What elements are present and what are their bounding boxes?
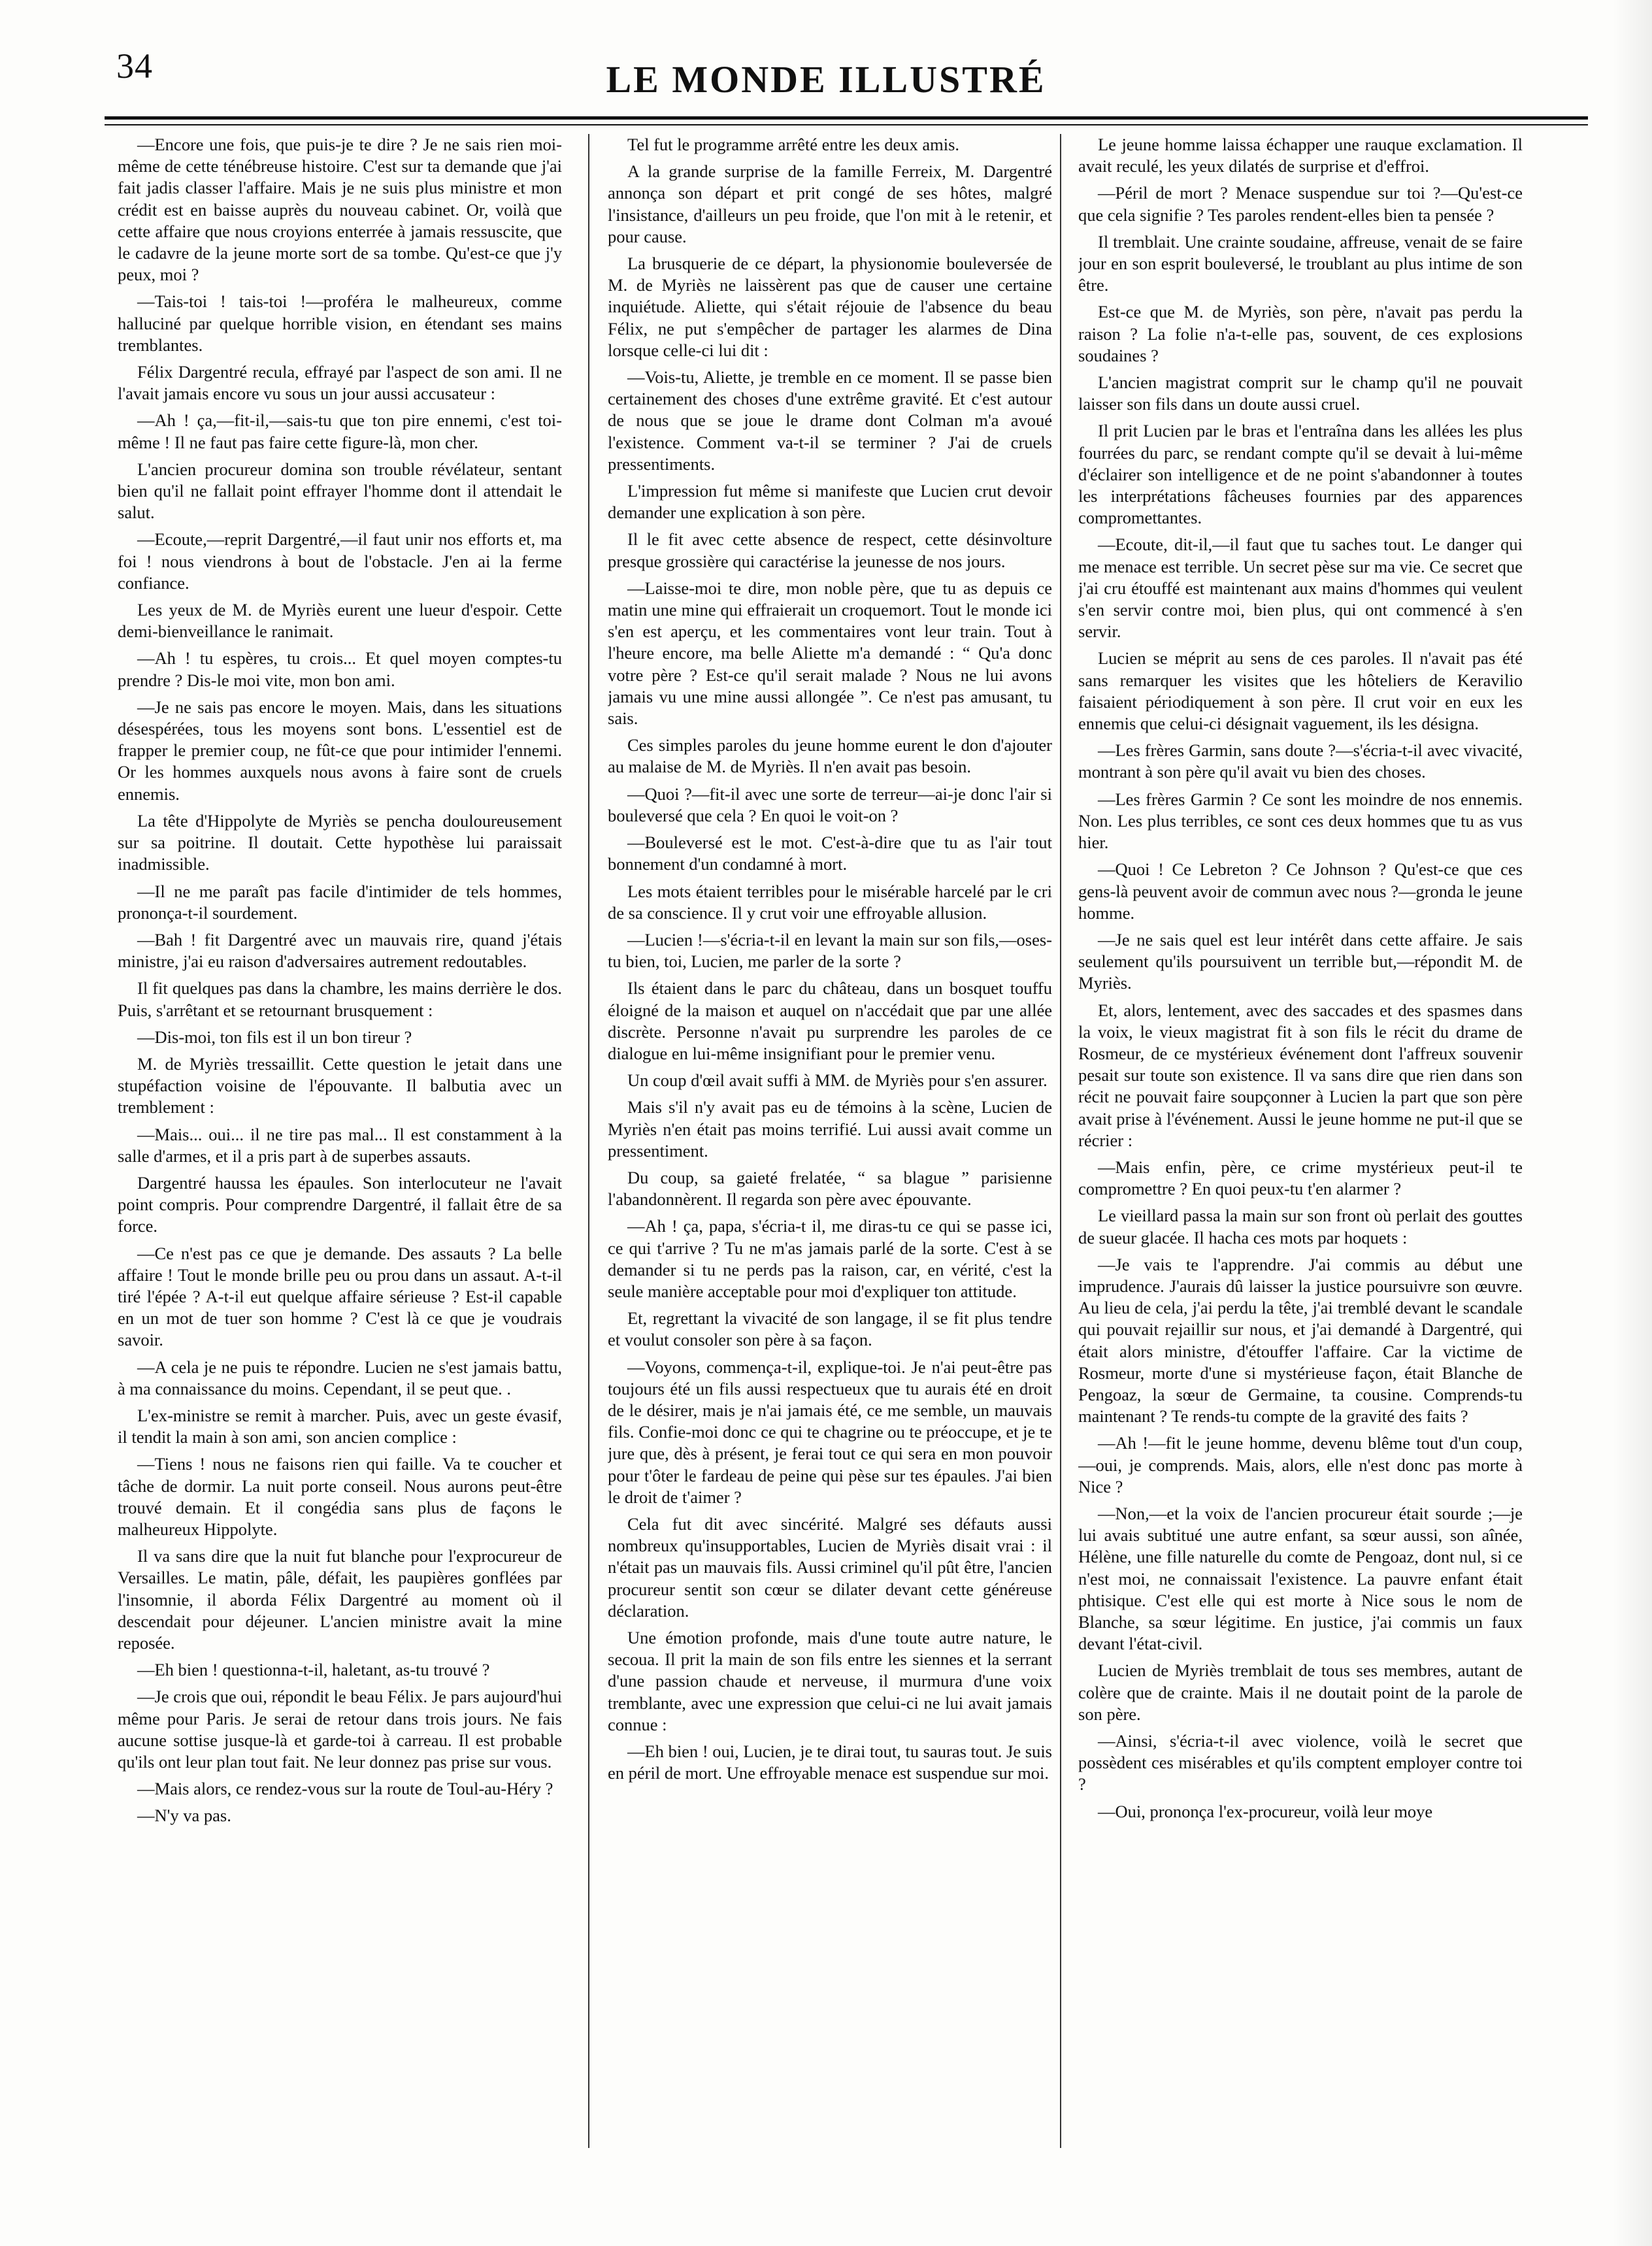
paragraph: Félix Dargentré recula, effrayé par l'aspect de son ami. Il ne l'avait jamais encore vu sous un jour aussi accusateur :	[118, 362, 562, 404]
paragraph: —Tiens ! nous ne faisons rien qui faille. Va te coucher et tâche de dormir. La nuit porte conseil. Nous aurons peut-être trouvé demain. Et il congédia sans plus de façons le malheureux Hippolyte.	[118, 1454, 562, 1539]
paragraph: A la grande surprise de la famille Ferreix, M. Dargentré annonça son départ et prit congé de ses hôtes, malgré l'insistance, d'ailleurs un peu froide, que l'on mit à le retenir, et pour cause.	[608, 161, 1052, 246]
paragraph: L'ancien magistrat comprit sur le champ qu'il ne pouvait laisser son fils dans un doute aussi cruel.	[1078, 372, 1523, 414]
paragraph: —Les frères Garmin ? Ce sont les moindre de nos ennemis. Non. Les plus terribles, ce sont ces deux hommes que tu as vus hier.	[1078, 789, 1523, 853]
masthead-title: LE MONDE ILLUSTRÉ	[606, 58, 1046, 101]
paragraph: Et, alors, lentement, avec des saccades et des spasmes dans la voix, le vieux magistrat fit à son fils le récit du drame de Rosmeur, de ce mystérieux événement dont l'affreux souvenir pesait sur toute son existence. Il va sans dire que rien dans son récit ne pouvait faire soupçonner à Lucien la part que son père avait prise à l'événement. Aussi le jeune homme ne put-il que se récrier :	[1078, 1000, 1523, 1150]
paragraph: Il fit quelques pas dans la chambre, les mains derrière le dos. Puis, s'arrêtant et se retournant brusquement :	[118, 978, 562, 1020]
paragraph: —Je vais te l'apprendre. J'ai commis au début une imprudence. J'aurais dû laisser la justice poursuivre son œuvre. Au lieu de cela, j'ai perdu la tête, j'ai tremblé devant le scandale qui pouvait rejaillir sur nous, et j'ai demandé à Dargentré, qui était alors ministre, d'étouffer l'affaire. Car la victime de Rosmeur, morte d'une si mystérieuse façon, était Blanche de Pengoaz, la sœur de Germaine, ta cousine. Comprends-tu maintenant ? Te rends-tu compte de la gravité des faits ?	[1078, 1254, 1523, 1427]
paragraph: —Eh bien ! questionna-t-il, haletant, as-tu trouvé ?	[137, 1660, 490, 1680]
paragraph: —Je ne sais pas encore le moyen. Mais, dans les situations désespérées, tous les moyens sont bons. L'essentiel est de frapper le premier coup, ne fût-ce que pour intimider l'ennemi. Or les hommes auxquels nous avons à faire sont de cruels ennemis.	[118, 697, 562, 804]
paragraph: Les mots étaient terribles pour le misérable harcelé par le cri de sa conscience. Il y crut voir une effroyable allusion.	[608, 881, 1052, 923]
paragraph: Lucien de Myriès tremblait de tous ses membres, autant de colère que de crainte. Mais il ne doutait point de la parole de son père.	[1078, 1660, 1523, 1724]
paragraph: Les yeux de M. de Myriès eurent une lueur d'espoir. Cette demi-bienveillance le ranimait.	[118, 600, 562, 642]
paragraph: Il prit Lucien par le bras et l'entraîna dans les allées les plus fourrées du parc, se rendant compte qu'il se devait à lui-même d'éclairer son intelligence et de ne point s'abandonner à toutes les interprétations fâcheuses fournies par des apparences compromettantes.	[1078, 421, 1523, 528]
text-column-2	[608, 134, 1052, 2213]
paragraph: —Oui, prononça l'ex-procureur, voilà leur moye	[1098, 1801, 1433, 1821]
paragraph: Une émotion profonde, mais d'une toute autre nature, le secoua. Il prit la main de son fils entre les siennes et la serrant d'une passion chaude et nerveuse, il murmura d'une voix tremblante, avec une expression que celui-ci ne lui avait jamais connue :	[608, 1628, 1052, 1734]
paragraph: Il tremblait. Une crainte soudaine, affreuse, venait de se faire jour en son esprit bouleversé, le troublant au plus intime de son être.	[1078, 231, 1523, 295]
paragraph: —Ah ! ça, papa, s'écria-t il, me diras-tu ce qui se passe ici, ce qui t'arrive ? Tu ne m'as jamais parlé de la sorte. C'est à se demander si tu ne perds pas la raison, car, en vérité, c'est la seule manière acceptable pour moi d'expliquer ton attitude.	[608, 1216, 1052, 1301]
paragraph: Un coup d'œil avait suffi à MM. de Myriès pour s'en assurer.	[627, 1070, 1048, 1091]
paragraph: Le vieillard passa la main sur son front où perlait des gouttes de sueur glacée. Il hacha ces mots par hoquets :	[1078, 1206, 1523, 1247]
paragraph: —Ah !—fit le jeune homme, devenu blême tout d'un coup,—oui, je comprends. Mais, alors, elle n'est donc pas morte à Nice ?	[1078, 1433, 1523, 1496]
paragraph: —N'y va pas.	[137, 1806, 231, 1826]
paragraph: —Dis-moi, ton fils est il un bon tireur ?	[137, 1027, 412, 1047]
paragraph: La brusquerie de ce départ, la physionomie bouleversée de M. de Myriès ne laissèrent pas que de causer une certaine inquiétude. Aliette, qui s'était réjouie de l'absence du beau Félix, ne put s'empêcher de partager les alarmes de Dina lorsque celle-ci lui dit :	[608, 254, 1052, 360]
paragraph: Mais s'il n'y avait pas eu de témoins à la scène, Lucien de Myriès n'en était pas moins terrifié. Lui aussi avait comme un pressentiment.	[608, 1097, 1052, 1161]
paragraph: —Ainsi, s'écria-t-il avec violence, voilà le secret que possèdent ces misérables et qu'ils comptent employer contre toi ?	[1078, 1731, 1523, 1794]
paragraph: —Mais... oui... il ne tire pas mal... Il est constamment à la salle d'armes, et il a pris part à de superbes assauts.	[118, 1124, 562, 1166]
paragraph: Ces simples paroles du jeune homme eurent le don d'ajouter au malaise de M. de Myriès. Il n'en avait pas besoin.	[608, 735, 1052, 777]
paragraph: —Péril de mort ? Menace suspendue sur toi ?—Qu'est-ce que cela signifie ? Tes paroles rendent-elles bien ta pensée ?	[1078, 183, 1523, 225]
paragraph: Cela fut dit avec sincérité. Malgré ses défauts aussi nombreux qu'insupportables, Lucien de Myriès disait vrai : il n'était pas un mauvais fils. Aussi criminel qu'il pût être, l'ancien procureur sentit son cœur se dilater devant cette généreuse déclaration.	[608, 1513, 1052, 1621]
paragraph: —Vois-tu, Aliette, je tremble en ce moment. Il se passe bien certainement des choses d'une extrême gravité. Et c'est autour de nous que se joue le drame dont Colman m'a avoué l'existence. Comment va-t-il se terminer ? J'ai de cruels pressentiments.	[608, 367, 1052, 474]
paragraph: Tel fut le programme arrêté entre les deux amis.	[627, 135, 960, 154]
page-number: 34	[116, 46, 153, 86]
paragraph: —Quoi ?—fit-il avec une sorte de terreur—ai-je donc l'air si bouleversé que cela ? En quoi le voit-on ?	[608, 784, 1052, 825]
paragraph: Lucien se méprit au sens de ces paroles. Il n'avait pas été sans remarquer les visites que les hôteliers de Keravilio faisaient périodiquement à son père. Il crut voir en eux les ennemis que celui-ci désignait vaguement, ils les désigna.	[1078, 648, 1523, 734]
column-divider-1	[588, 134, 589, 2148]
paragraph: —Lucien !—s'écria-t-il en levant la main sur son fils,—oses-tu bien, toi, Lucien, me parler de la sorte ?	[608, 929, 1052, 972]
paragraph: —Mais enfin, père, ce crime mystérieux peut-il te compromettre ? En quoi peux-tu t'en alarmer ?	[1078, 1157, 1523, 1199]
paragraph: Il va sans dire que la nuit fut blanche pour l'exprocureur de Versailles. Le matin, pâle, défait, les paupières gonflées par l'insomnie, il aborda Félix Dargentré au moment où il descendait pour déjeuner. L'ancien ministre avait la mine reposée.	[118, 1546, 562, 1653]
paragraph: —Les frères Garmin, sans doute ?—s'écria-t-il avec vivacité, montrant à son père qu'il avait vu bien des choses.	[1078, 740, 1523, 782]
paragraph: —Il ne me paraît pas facile d'intimider de tels hommes, prononça-t-il sourdement.	[118, 881, 562, 923]
paragraph: Ils étaient dans le parc du château, dans un bosquet touffu éloigné de la maison et auquel on n'accédait que par une allée discrète. Personne n'avait pu surprendre les paroles de ce dialogue en lui-même insignifiant pour le premier venu.	[608, 978, 1052, 1063]
paragraph: —Je crois que oui, répondit le beau Félix. Je pars aujourd'hui même pour Paris. Je serai de retour dans trois jours. Ne fais aucune sottise jusque-là et garde-toi à carreau. Il est probable qu'ils ont leur plan tout fait. Ne leur donnez pas prise sur vous.	[118, 1687, 562, 1772]
paragraph: Est-ce que M. de Myriès, son père, n'avait pas perdu la raison ? La folie n'a-t-elle pas, souvent, de ces explosions soudaines ?	[1078, 302, 1523, 365]
page-edge-shadow	[1613, 0, 1652, 2246]
paragraph: La tête d'Hippolyte de Myriès se pencha douloureusement sur sa poitrine. Il doutait. Cette hypothèse lui paraissait inadmissible.	[118, 810, 562, 874]
paragraph: —Je ne sais quel est leur intérêt dans cette affaire. Je sais seulement qu'ils poursuivent un terrible but,—répondit M. de Myriès.	[1078, 929, 1523, 993]
column-divider-2	[1060, 134, 1061, 2148]
paragraph: Le jeune homme laissa échapper une rauque exclamation. Il avait reculé, les yeux dilatés de surprise et d'effroi.	[1078, 135, 1523, 176]
paragraph: —Ecoute, dit-il,—il faut que tu saches tout. Le danger qui me menace est terrible. Un secret pèse sur ma vie. Ce secret que j'ai cru étouffé est maintenant aux mains d'hommes qui veulent s'en servir contre moi, bien plus, qui ont commencé à s'en servir.	[1078, 535, 1523, 642]
paragraph: —Voyons, commença-t-il, explique-toi. Je n'ai peut-être pas toujours été un fils aussi respectueux que tu aurais été en droit de le désirer, mais je n'ai jamais été, ce me semble, un mauvais fils. Confie-moi donc ce qui te chagrine ou te préoccupe, et je te jure que, dès à présent, je ferai tout ce qui sera en mon pouvoir pour t'ôter le fardeau de peine qui pèse sur tes épaules. J'ai bien le droit de t'aimer ?	[608, 1357, 1052, 1507]
paragraph: Du coup, sa gaieté frelatée, “ sa blague ” parisienne l'abandonnèrent. Il regarda son père avec épouvante.	[608, 1167, 1052, 1210]
paragraph: —Eh bien ! oui, Lucien, je te dirai tout, tu sauras tout. Je suis en péril de mort. Une effroyable menace est suspendue sur moi.	[608, 1742, 1052, 1783]
text-column-3	[1078, 134, 1523, 2213]
text-column-1	[118, 134, 562, 2213]
paragraph: Dargentré haussa les épaules. Son interlocuteur ne l'avait point compris. Pour comprendre Dargentré, il fallait être de sa force.	[118, 1172, 562, 1236]
paragraph: —Tais-toi ! tais-toi !—proféra le malheureux, comme halluciné par quelque horrible vision, en étendant ses mains tremblantes.	[118, 291, 562, 355]
paragraph: —Quoi ! Ce Lebreton ? Ce Johnson ? Qu'est-ce que ces gens-là peuvent avoir de commun avec nous ?—gronda le jeune homme.	[1078, 859, 1523, 923]
paragraph: —A cela je ne puis te répondre. Lucien ne s'est jamais battu, à ma connaissance du moins. Cependant, il se peut que. .	[118, 1357, 562, 1398]
paragraph: —Bouleversé est le mot. C'est-à-dire que tu as l'air tout bonnement d'un condamné à mort.	[608, 833, 1052, 874]
paragraph: —Ecoute,—reprit Dargentré,—il faut unir nos efforts et, ma foi ! nous viendrons à bout de l'obstacle. J'en ai la ferme confiance.	[118, 529, 562, 593]
paragraph: —Non,—et la voix de l'ancien procureur était sourde ;—je lui avais subtitué une autre enfant, sa sœur aussi, son aînée, Hélène, une fille naturelle du comte de Pengoaz, dont nul, si ce n'est moi, ne connaissait l'existence. La pauvre enfant était phtisique. C'est elle qui est morte à Nice sous le nom de Blanche, sa sœur légitime. En justice, j'ai commis un faux devant l'état-civil.	[1078, 1503, 1523, 1654]
paragraph: —Ah ! ça,—fit-il,—sais-tu que ton pire ennemi, c'est toi-même ! Il ne faut pas faire cette figure-là, mon cher.	[118, 410, 562, 452]
paragraph: —Encore une fois, que puis-je te dire ? Je ne sais rien moi-même de cette ténébreuse histoire. C'est sur ta demande que j'ai fait jadis classer l'affaire. Mais je ne suis plus ministre et mon crédit est en baisse auprès du nouveau cabinet. Or, voilà que cette affaire que nous croyions enterrée à jamais ressuscite, que le cadavre de la jeune morte sort de sa tombe. Qu'est-ce que j'y peux, moi ?	[118, 135, 562, 285]
paragraph: L'ancien procureur domina son trouble révélateur, sentant bien qu'il ne fallait point effrayer l'homme dont il attendait le salut.	[118, 459, 562, 523]
paragraph: —Bah ! fit Dargentré avec un mauvais rire, quand j'étais ministre, j'ai eu raison d'adversaires autrement redoutables.	[118, 929, 562, 972]
paragraph: L'ex-ministre se remit à marcher. Puis, avec un geste évasif, il tendit la main à son ami, son ancien complice :	[118, 1405, 562, 1447]
paragraph: Et, regrettant la vivacité de son langage, il se fit plus tendre et voulut consoler son père à sa façon.	[608, 1308, 1052, 1350]
paragraph: —Ah ! tu espères, tu crois... Et quel moyen comptes-tu prendre ? Dis-le moi vite, mon bon ami.	[118, 648, 562, 690]
header-rule-thick	[105, 116, 1588, 120]
paragraph: Il le fit avec cette absence de respect, cette désinvolture presque grossière qui caractérise la jeunesse de nos jours.	[608, 529, 1052, 571]
paragraph: L'impression fut même si manifeste que Lucien crut devoir demander une explication à son père.	[608, 481, 1052, 523]
paragraph: M. de Myriès tressaillit. Cette question le jetait dans une stupéfaction voisine de l'épouvante. Il balbutia avec un tremblement :	[118, 1053, 562, 1117]
paragraph: —Mais alors, ce rendez-vous sur la route de Toul-au-Héry ?	[137, 1779, 553, 1799]
paragraph: —Laisse-moi te dire, mon noble père, que tu as depuis ce matin une mine qui effraierait un croquemort. Tout le monde ici s'en est aperçu, et les commentaires vont leur train. Tout à l'heure encore, ma belle Aliette m'a demandé : “ Qu'a donc votre père ? Est-ce qu'il serait malade ? Nous ne lui avons jamais vu une mine aussi allongée ”. Ce n'est pas amusant, tu sais.	[608, 578, 1052, 729]
header-rule-thin	[105, 124, 1588, 125]
paragraph: —Ce n'est pas ce que je demande. Des assauts ? La belle affaire ! Tout le monde brille peu ou prou dans un assaut. A-t-il tiré l'épée ? A-t-il eut quelque affaire sérieuse ? Est-il capable en un mot de tuer son homme ? C'est là ce que je voudrais savoir.	[118, 1243, 562, 1350]
